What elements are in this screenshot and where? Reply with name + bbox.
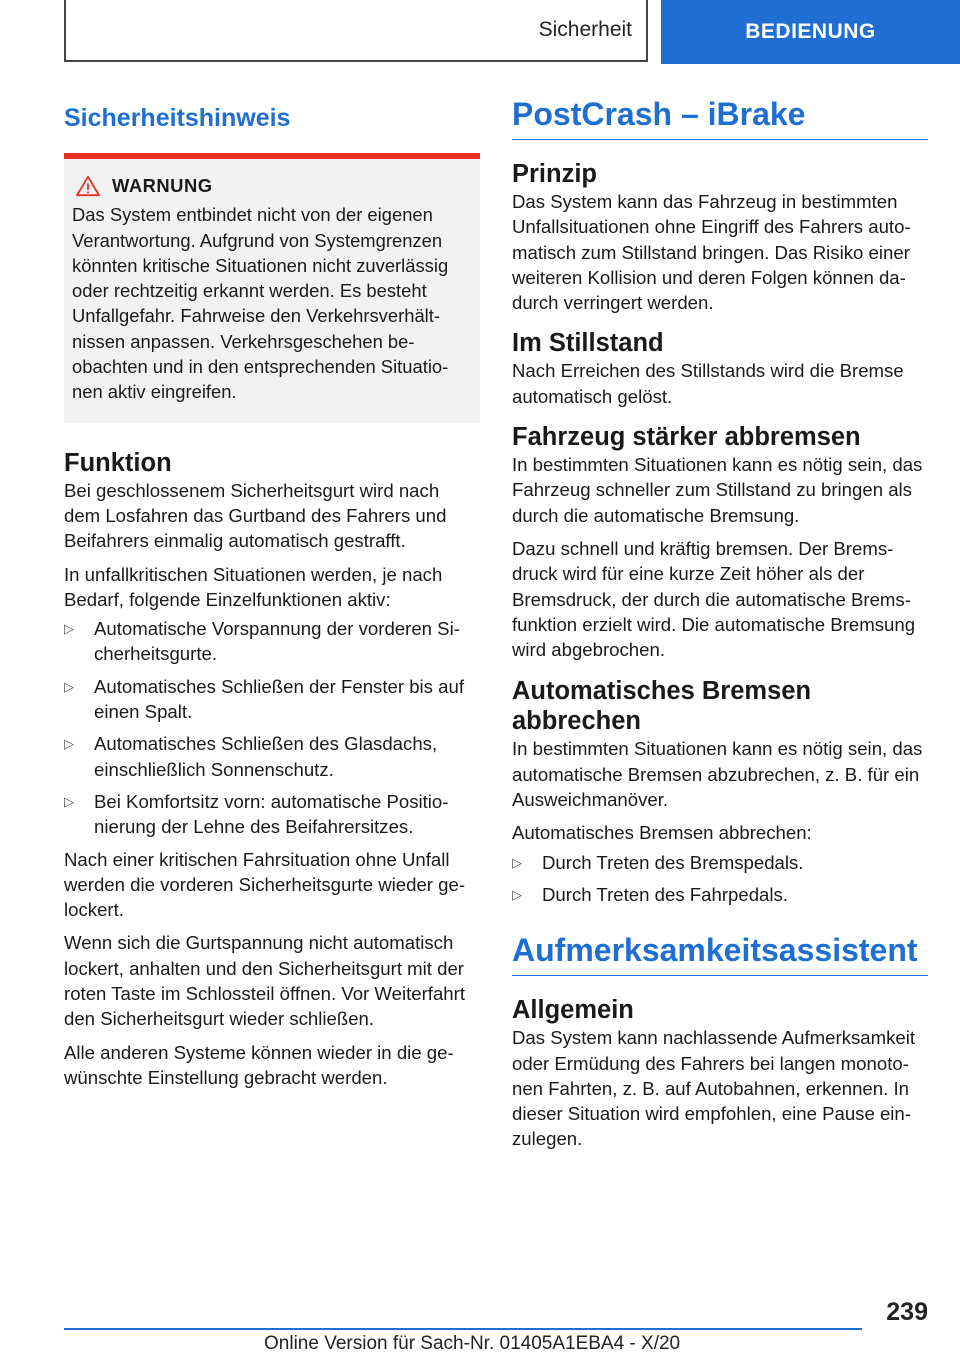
right-column [512,96,928,1152]
safety-notice-heading: Sicherheitshinweis [64,104,291,132]
funktion-heading: Funktion [64,448,172,477]
list-item: ▷ Durch Treten des Fahrpedals. [512,882,928,907]
staerker-paragraph: Dazu schnell und kräftig bremsen. Der Bremsdruck wird für eine kurze Zeit höher als der Bremsdruck, der durch die automatische Bremsfunktion erzielt wird. Die automatische Bremsung wird abgebrochen. [512,537,916,661]
abbrechen-heading: Automatisches Bremsen abbrechen [512,677,812,736]
footer-rule [64,1328,862,1330]
triangle-bullet-icon: ▷ [64,736,74,752]
warning-title [72,173,470,198]
chapter-tab: BEDIENUNG [661,0,960,64]
staerker-heading: Fahrzeug stärker abbremsen [512,423,861,452]
list-item: ▷ Automatisches Schließen des Glasdachs, einschließlich Sonnenschutz. [64,733,438,780]
funktion-paragraph: In unfallkritischen Situationen werden, je nach Bedarf, folgende Einzelfunktionen aktiv: [64,563,443,610]
funktion-paragraph: Wenn sich die Gurtspannung nicht automatisch lockert, anhalten und den Sicherheitsgurt mit der roten Taste im Schlossteil öffnen. Vor Weiterfahrt den Sicherheitsgurt wieder schließen. [64,932,465,1030]
warning-box [64,159,480,423]
funktion-list [64,616,480,839]
warning-label: WARNUNG [112,175,213,196]
triangle-bullet-icon: ▷ [512,854,522,870]
funktion-paragraph: Bei geschlossenem Sicherheitsgurt wird nach dem Losfahren das Gurtband des Fahrers und Beifahrers einmalig automatisch gestrafft. [64,479,447,552]
funktion-paragraph: Nach einer kritischen Fahrsituation ohne Unfall werden die vorderen Sicherheitsgurte wieder gelockert. [64,848,466,921]
triangle-bullet-icon: ▷ [64,793,74,809]
stillstand-heading: Im Stillstand [512,329,664,358]
prinzip-heading: Prinzip [512,160,598,188]
footer-text: Online Version für Sach-Nr. 01405A1EBA4 - X/20 [264,1333,681,1354]
allgemein-heading: Allgemein [512,996,634,1025]
warning-text: Das System entbindet nicht von der eigenen Verantwortung. Aufgrund von Systemgrenzen könnten kritische Situationen nicht zuverlässig oder rechtzeitig erkannt werden. Es besteht Unfallgefahr. Fahrweise den Verkehrsverhältnissen anpassen. Verkehrsgeschehen beobachten und in den entsprechenden Situationen aktiv eingreifen. [72,204,449,403]
page-number: 239 [886,1298,928,1326]
page-header [0,0,960,66]
section-tab: Sicherheit [64,0,648,62]
list-item: ▷ Durch Treten des Bremspedals. [512,850,928,875]
funktion-paragraph: Alle anderen Systeme können wieder in die gewünschte Einstellung gebracht werden. [64,1041,454,1088]
abbrechen-paragraph: Automatisches Bremsen abbrechen: [512,822,812,844]
list-item: ▷ Bei Komfortsitz vorn: automatische Positionierung der Lehne des Beifahrersitzes. [64,790,449,838]
triangle-bullet-icon: ▷ [64,621,74,637]
triangle-bullet-icon: ▷ [512,886,522,902]
left-column [64,96,480,1090]
aufmerksamkeit-heading: Aufmerksamkeitsassistent [512,932,928,976]
triangle-bullet-icon: ▷ [64,678,74,694]
prinzip-paragraph: Das System kann das Fahrzeug in bestimmten Unfallsituationen ohne Eingriff des Fahrers automatisch zum Stillstand bringen. Das Risiko einer weiteren Kollision und deren Folgen können dadurch verringert werden. [512,191,911,314]
list-item: ▷ Automatische Vorspannung der vorderen Sicherheitsgurte. [64,618,460,665]
abbrechen-list [512,850,928,908]
allgemein-paragraph: Das System kann nachlassende Aufmerksamkeit oder Ermüdung des Fahrers bei langen monotonen Fahrten, z. B. auf Autobahnen, erkennen. In dieser Situation wird empfohlen, eine Pause einzulegen. [512,1027,916,1150]
staerker-paragraph: In bestimmten Situationen kann es nötig sein, das Fahrzeug schneller zum Stillstand zu bringen als durch die automatische Bremsung. [512,454,923,526]
abbrechen-paragraph: In bestimmten Situationen kann es nötig sein, das automatische Bremsen abzubrechen, z. B. für ein Ausweichmanöver. [512,738,923,811]
list-item: ▷ Automatisches Schließen der Fenster bis auf einen Spalt. [64,675,464,723]
stillstand-paragraph: Nach Erreichen des Stillstands wird die Bremse automatisch gelöst. [512,360,904,407]
postcrash-heading: PostCrash – iBrake [512,96,928,140]
warning-triangle-icon [74,175,102,197]
